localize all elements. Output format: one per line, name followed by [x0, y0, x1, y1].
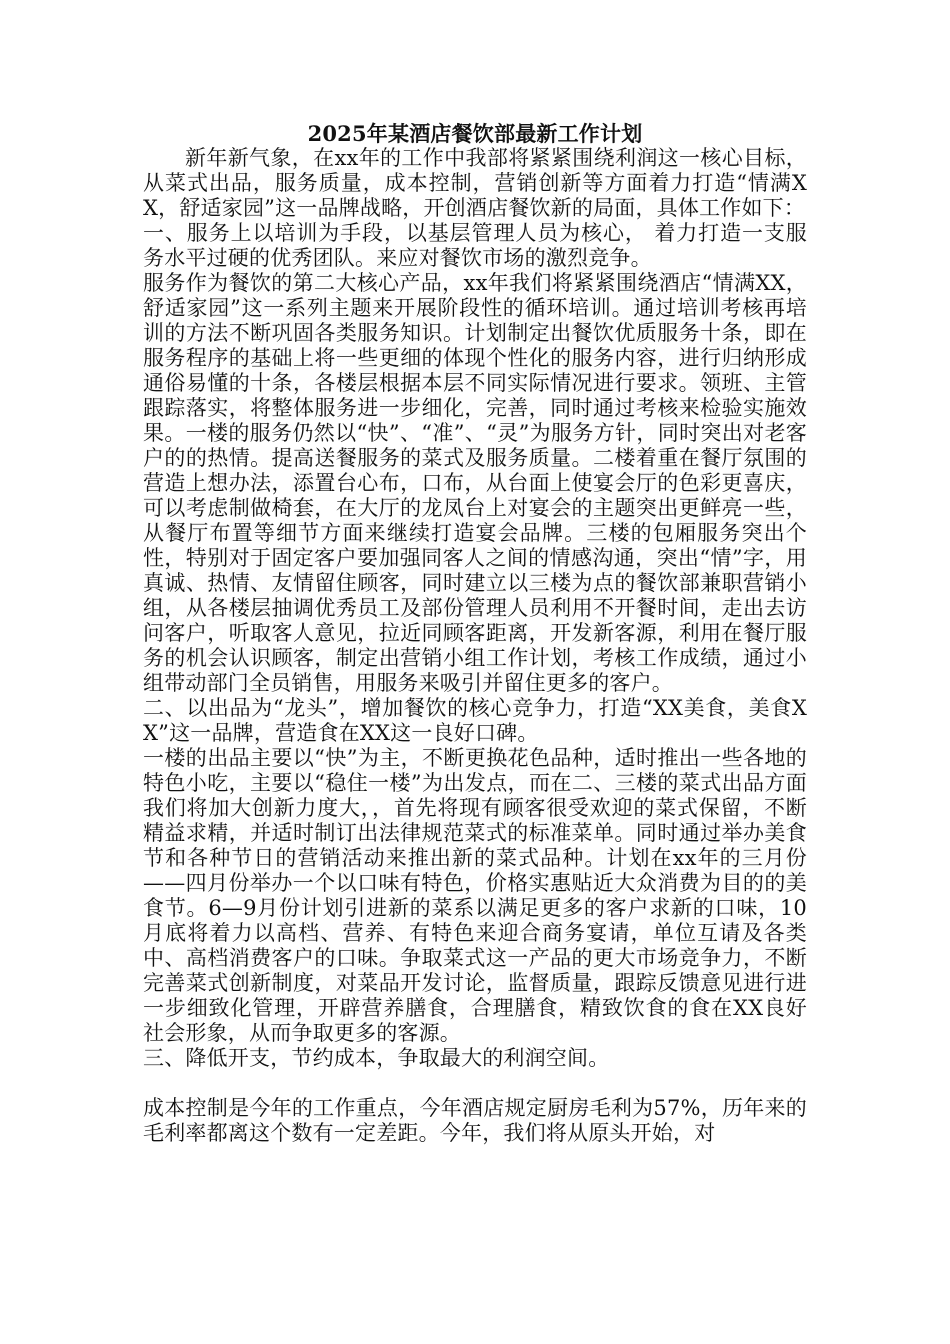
document-content: [143, 122, 807, 1146]
document-title: 2025年某酒店餐饮部最新工作计划: [307, 121, 643, 146]
section-3-heading: 三、降低开支，节约成本，争取最大的利润空间。: [143, 1046, 610, 1070]
blank-line: [143, 1071, 807, 1096]
intro-paragraph: 新年新气象，在xx年的工作中我部将紧紧围绕利润这一核心目标，从菜式出品，服务质量，成本控制，营销创新等方面着力打造“情满XX，舒适家园”这一品牌战略，开创酒店餐饮新的局面，具体工作如下：: [143, 146, 807, 220]
section-1-body: 服务作为餐饮的第二大核心产品，xx年我们将紧紧围绕酒店“情满XX，舒适家园”这一系列主题来开展阶段性的循环培训。通过培训考核再培训的方法不断巩固各类服务知识。计划制定出餐饮优质服务十条，即在服务程序的基础上将一些更细的体现个性化的服务内容，进行归纳形成通俗易懂的十条，各楼层根据本层不同实际情况进行要求。领班、主管跟踪落实，将整体服务进一步细化，完善，同时通过考核来检验实施效果。一楼的服务仍然以“快”、“准”、“灵”为服务方针，同时突出对老客户的的热情。提高送餐服务的菜式及服务质量。二楼着重在餐厅氛围的营造上想办法，添置台心布，口布，从台面上使宴会厅的色彩更喜庆，可以考虑制做椅套，在大厅的龙凤台上对宴会的主题突出更鲜亮一些，从餐厅布置等细节方面来继续打造宴会品牌。三楼的包厢服务突出个性，特别对于固定客户要加强同客人之间的情感沟通，突出“情”字，用真诚、热情、友情留住顾客，同时建立以三楼为点的餐饮部兼职营销小组，从各楼层抽调优秀员工及部份管理人员利用不开餐时间，走出去访问客户，听取客人意见，拉近同顾客距离，开发新客源，利用在餐厅服务的机会认识顾客，制定出营销小组工作计划，考核工作成绩，通过小组带动部门全员销售，用服务来吸引并留住更多的客户。: [143, 271, 807, 695]
section-2-heading: 二、以出品为“龙头”，增加餐饮的核心竞争力，打造“XX美食，美食XX”这一品牌，营造食在XX这一良好口碑。: [143, 696, 807, 745]
section-3-body: 成本控制是今年的工作重点，今年酒店规定厨房毛利为57%，历年来的毛利率都离这个数有一定差距。今年，我们将从原头开始，对: [143, 1096, 807, 1145]
section-2-body: 一楼的出品主要以“快”为主，不断更换花色品种，适时推出一些各地的特色小吃，主要以“稳住一楼”为出发点，而在二、三楼的菜式出品方面我们将加大创新力度大，，首先将现有顾客很受欢迎的菜式保留，不断精益求精，并适时制订出法律规范菜式的标准菜单。同时通过举办美食节和各种节日的营销活动来推出新的菜式品种。计划在xx年的三月份——四月份举办一个以口味有特色，价格实惠贴近大众消费为目的的美食节。6—9月份计划引进新的菜系以满足更多的客户求新的口味，10月底将着力以高档、营养、有特色来迎合商务宴请，单位互请及各类中、高档消费客户的口味。争取菜式这一产品的更大市场竞争力，不断完善菜式创新制度，对菜品开发讨论，监督质量，跟踪反馈意见进行进一步细致化管理，开辟营养膳食，合理膳食，精致饮食的食在XX良好社会形象，从而争取更多的客源。: [143, 746, 807, 1045]
section-1-heading: 一、服务上以培训为手段，以基层管理人员为核心， 着力打造一支服务水平过硬的优秀团队。来应对餐饮市场的激烈竞争。: [143, 221, 807, 270]
